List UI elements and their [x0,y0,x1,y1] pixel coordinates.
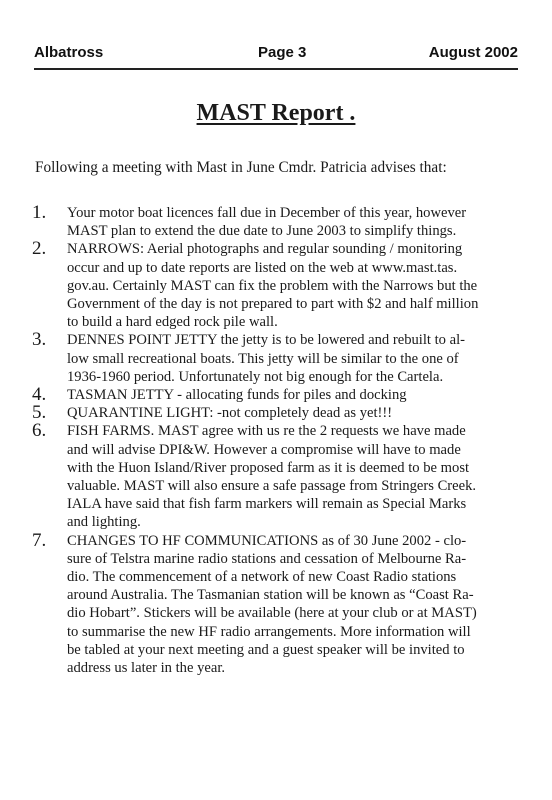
item-text-line: dio Hobart”. Stickers will be available (here at your club or at MAST) [67,605,477,622]
page-number: Page 3 [258,44,307,61]
report-item-5 [32,404,530,422]
item-number: 5. [32,402,47,424]
item-text-line: to summarise the new HF radio arrangements. More information will [67,623,471,640]
item-text-line: to build a hard edged rock pile wall. [67,314,278,331]
item-number: 2. [32,238,47,260]
item-text [67,422,530,531]
item-text-line: low small recreational boats. This jetty will be similar to the one of [67,350,459,367]
item-text-line: gov.au. Certainly MAST can fix the problem with the Narrows but the [67,277,478,294]
item-text [67,404,530,422]
report-item-7 [32,529,530,678]
newsletter-name: Albatross [34,44,104,61]
item-number: 4. [32,384,47,406]
item-text [67,386,530,404]
item-text-line: Government of the day is not prepared to part with $2 and half million [67,296,479,313]
item-text-line: and lighting. [67,514,141,531]
report-item-4 [32,386,530,404]
item-text-line: sure of Telstra marine radio stations and cessation of Melbourne Ra- [67,550,467,567]
item-text [67,240,530,331]
item-text-line: valuable. MAST will also ensure a safe passage from Stringers Creek. [67,478,477,495]
item-text-line: DENNES POINT JETTY the jetty is to be lowered and rebuilt to al- [67,332,466,349]
report-title: MAST Report . [196,100,356,126]
item-text-line: dio. The commencement of a network of new Coast Radio stations [67,569,457,586]
item-text-line: FISH FARMS. MAST agree with us re the 2 requests we have made [67,423,466,440]
item-text-line: around Australia. The Tasmanian station will be known as “Coast Ra- [67,587,474,604]
issue-date: August 2002 [428,44,518,61]
item-text-line: NARROWS: Aerial photographs and regular sounding / monitoring [67,241,463,258]
item-text-line: address us later in the year. [67,660,226,677]
item-text [67,331,530,386]
header-rule [34,68,518,70]
report-items-list [32,204,530,677]
item-text-line: be tabled at your next meeting and a guest speaker will be invited to [67,641,465,658]
report-item-1 [32,204,530,240]
report-item-6 [32,422,530,531]
item-text-line: with the Huon Island/River proposed farm as it is deemed to be most [67,459,470,476]
intro-paragraph: Following a meeting with Mast in June Cmdr. Patricia advises that: [35,159,447,176]
item-text-line: IALA have said that fish farm markers will remain as Special Marks [67,496,467,513]
item-text-line: and will advise DPI&W. However a compromise will have to made [67,441,461,458]
item-text-line: Your motor boat licences fall due in December of this year, however [67,205,467,221]
item-number: 1. [32,202,47,223]
item-text-line: QUARANTINE LIGHT: -not completely dead as yet!!! [67,405,393,422]
report-item-3 [32,331,530,386]
item-text [67,532,530,678]
item-number: 6. [32,420,47,442]
item-text-line: CHANGES TO HF COMMUNICATIONS as of 30 June 2002 - clo- [67,532,467,549]
item-text-line: occur and up to date reports are listed on the web at www.mast.tas. [67,259,458,276]
item-text-line: 1936-1960 period. Unfortunately not big enough for the Cartela. [67,368,444,385]
item-number: 7. [32,529,47,551]
report-item-2 [32,240,530,331]
item-number: 3. [32,329,47,351]
item-text [67,204,530,240]
item-text-line: MAST plan to extend the due date to June 2003 to simplify things. [67,223,457,240]
item-text-line: TASMAN JETTY - allocating funds for piles and docking [67,387,407,404]
